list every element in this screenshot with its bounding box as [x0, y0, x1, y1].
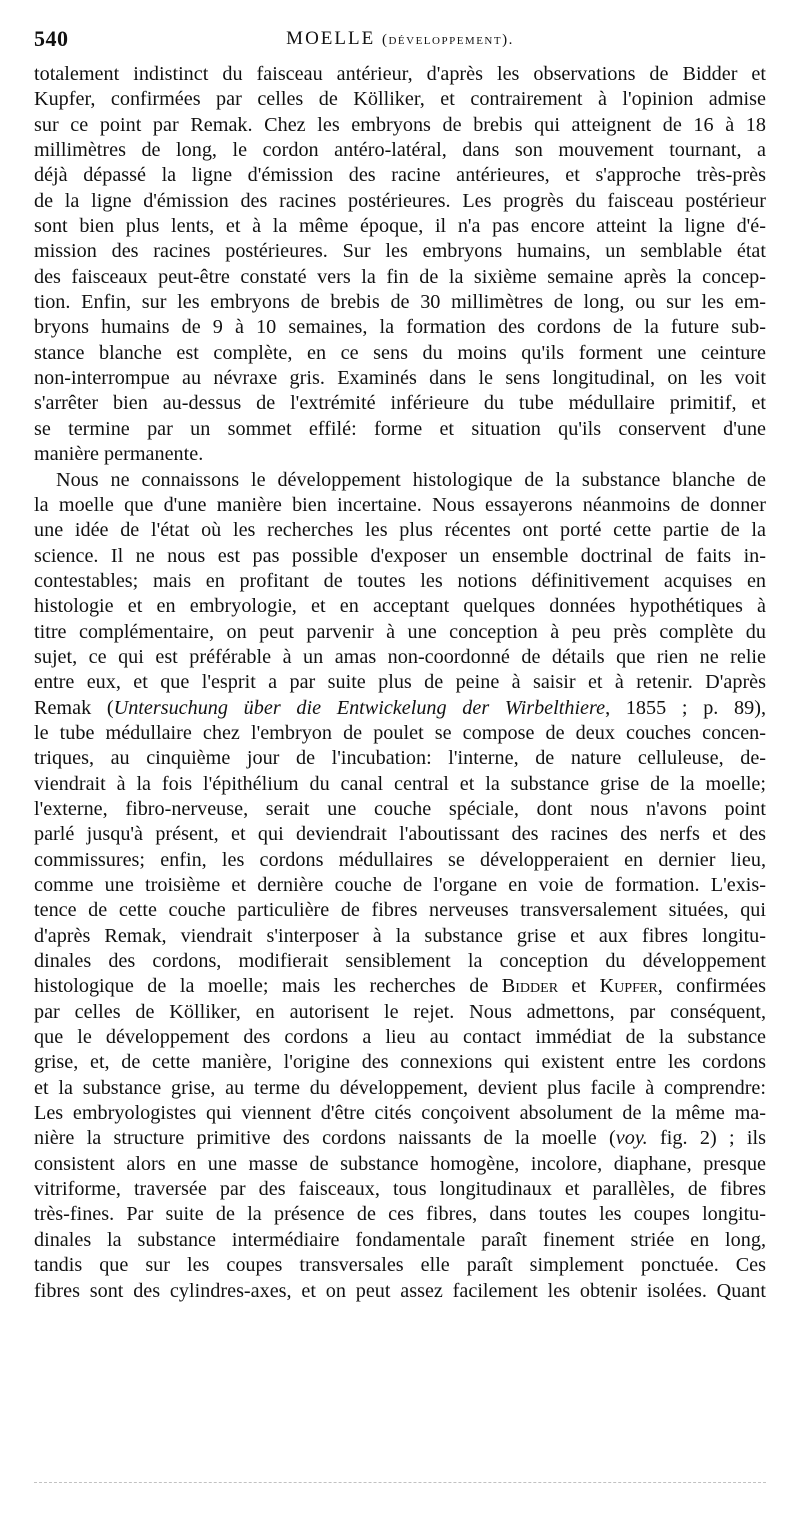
text-line: non-interrompue au névraxe gris. Examinés dans le sens longitudinal, on les voit — [34, 367, 766, 390]
text-line: millimètres de long, le cordon antéro-latéral, dans son mouvement tournant, a — [34, 139, 766, 162]
text-line: de la ligne d'émission des racines postérieures. Les progrès du faisceau postérieur — [34, 189, 766, 212]
text-line: contestables; mais en profitant de toutes les notions définitivement acquises en — [34, 569, 766, 592]
running-title — [34, 28, 766, 50]
text-line: consistent alors en une masse de substance homogène, incolore, diaphane, presque — [34, 1152, 766, 1175]
running-title-subtitle: (développement). — [381, 32, 514, 48]
running-title-main: MOELLE — [286, 28, 376, 49]
text-line: et la substance grise, au terme du développement, devient plus facile à comprendre: — [34, 1076, 766, 1099]
text-line: Les embryologistes qui viennent d'être cités conçoivent absolument de la même ma- — [34, 1102, 766, 1125]
text-line: vitriforme, traversée par des faisceaux, tous longitudinaux et parallèles, de fibres — [34, 1178, 766, 1201]
text-line: bryons humains de 9 à 10 semaines, la formation des cordons de la future sub- — [34, 316, 766, 339]
running-head — [34, 26, 766, 56]
text-line: viendrait à la fois l'épithélium du canal central et la substance grise de la moelle; — [34, 772, 766, 795]
text-line: mission des racines postérieures. Sur les embryons humains, un semblable état — [34, 240, 766, 263]
text-line: dinales des cordons, modifierait sensiblement la conception du développement — [34, 950, 766, 973]
figref-lead: nière la structure primitive des cordons naissants de la moelle ( — [34, 1127, 616, 1150]
text-line: se termine par un sommet effilé: forme et situation qu'ils conservent d'une — [34, 417, 766, 440]
text-line: par celles de Kölliker, en autorisent le rejet. Nous admettons, par conséquent, — [34, 1000, 766, 1023]
citation-title: Untersuchung über die Entwickelung der Wirbelthiere — [113, 696, 606, 719]
text-line: Kupfer, confirmées par celles de Kölliker, et contrairement à l'opinion admise — [34, 88, 766, 111]
text-line: déjà dépassé la ligne d'émission des racine antérieures, et s'approche très-près — [34, 164, 766, 187]
text-line: tion. Enfin, sur les embryons de brebis de 30 millimètres de long, ou sur les em- — [34, 291, 766, 314]
body-text — [34, 62, 766, 1304]
text-line: une idée de l'état où les recherches les plus récentes ont porté cette partie de la — [34, 519, 766, 542]
text-line: le tube médullaire chez l'embryon de poulet se compose de deux couches concen- — [34, 721, 766, 744]
text-line: parlé jusqu'à présent, et qui deviendrait l'aboutissant des racines des nerfs et des — [34, 823, 766, 846]
authors-line — [34, 974, 766, 999]
text-line: des faisceaux peut-être constaté vers la fin de la sixième semaine après la concep- — [34, 265, 766, 288]
text-line: manière permanente. — [34, 443, 204, 466]
text-line: sont bien plus lents, et à la même époque, il n'a pas encore atteint la ligne d'é- — [34, 215, 766, 238]
text-line: la moelle que d'une manière bien incertaine. Nous essayerons néanmoins de donner — [34, 493, 766, 516]
figure-reference-line — [34, 1126, 766, 1151]
text-line: totalement indistinct du faisceau antérieur, d'après les observations de Bidder et — [34, 63, 766, 85]
author-bidder: Bidder — [501, 975, 559, 998]
text-line: tence de cette couche particulière de fibres nerveuses transversalement situées, qui — [34, 899, 766, 922]
text-line: dinales la substance intermédiaire fondamentale paraît finement striée en long, — [34, 1228, 766, 1251]
text-line: science. Il ne nous est pas possible d'exposer un ensemble doctrinal de faits in- — [34, 544, 766, 567]
citation-line — [34, 696, 766, 721]
text-line: fibres sont des cylindres-axes, et on peut assez facilement les obtenir isolées. Quant — [34, 1279, 766, 1302]
text-line: titre complémentaire, on peut parvenir à une conception à peu près complète du — [34, 620, 766, 643]
text-line: commissures; enfin, les cordons médullaires se développeraient en dernier lieu, — [34, 848, 766, 871]
text-line: grise, et, de cette manière, l'origine des connexions qui existent entre les cordons — [34, 1051, 766, 1074]
figref-rest: fig. 2) ; ils — [647, 1127, 766, 1150]
text-line: l'externe, fibro-nerveuse, serait une couche spéciale, dont nous n'avons point — [34, 797, 766, 820]
citation-lead: Remak ( — [34, 696, 114, 719]
text-line: comme une troisième et dernière couche de l'organe en voie de formation. L'exis- — [34, 874, 766, 896]
author-conjunction: et — [558, 975, 600, 998]
author-kupfer: Kupfer — [599, 975, 658, 998]
text-line: que le développement des cordons a lieu au contact immédiat de la substance — [34, 1026, 766, 1049]
text-line: entre eux, et que l'esprit a par suite plus de peine à saisir et à retenir. D'après — [34, 671, 766, 694]
citation-rest: , 1855 ; p. 89), — [605, 696, 766, 719]
page-number: 540 — [34, 26, 69, 51]
text-line: d'après Remak, viendrait s'interposer à la substance grise et aux fibres longitu- — [34, 924, 766, 947]
paragraph-start-line: Nous ne connaissons le développement histologique de la substance blanche de — [56, 468, 766, 491]
text-line: triques, au cinquième jour de l'incubation: l'interne, de nature celluleuse, de- — [34, 747, 766, 770]
authors-rest: , confirmées — [657, 975, 766, 998]
authors-lead: histologique de la moelle; mais les recherches de — [34, 975, 502, 998]
text-line: s'arrêter bien au-dessus de l'extrémité inférieure du tube médullaire primitif, et — [34, 392, 766, 415]
text-line: sujet, ce qui est préférable à un amas non-coordonné de détails que rien ne relie — [34, 645, 766, 668]
voy-abbrev: voy. — [615, 1127, 648, 1150]
text-line: histologie et en embryologie, et en acceptant quelques données hypothétiques à — [34, 595, 766, 618]
text-line: tandis que sur les coupes transversales elle paraît simplement ponctuée. Ces — [34, 1254, 766, 1277]
text-line: très-fines. Par suite de la présence de ces fibres, dans toutes les coupes longitu- — [34, 1203, 766, 1226]
text-line: stance blanche est complète, en ce sens du moins qu'ils forment une ceinture — [34, 341, 766, 364]
text-line: sur ce point par Remak. Chez les embryons de brebis qui atteignent de 16 à 18 — [34, 113, 766, 136]
footer-rule — [34, 1482, 766, 1483]
